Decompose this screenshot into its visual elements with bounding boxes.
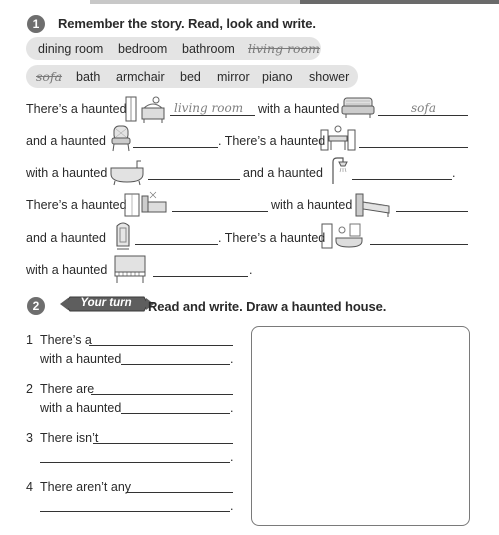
item-1-second: with a haunted bbox=[40, 352, 122, 366]
row4-text-a: There’s a haunted bbox=[26, 198, 127, 212]
word-shower: shower bbox=[309, 70, 350, 84]
row2-text-a: and a haunted bbox=[26, 134, 106, 148]
item-3-line-2[interactable] bbox=[40, 462, 230, 463]
item-2-line-1[interactable] bbox=[91, 394, 233, 395]
item-4-line-2[interactable] bbox=[40, 511, 230, 512]
row3-text-b: and a haunted bbox=[243, 166, 323, 180]
exercise-2-number: 2 bbox=[27, 297, 45, 315]
word-dining-room: dining room bbox=[38, 42, 104, 56]
piano-picture-icon bbox=[112, 254, 148, 284]
row1-text-b: with a haunted bbox=[258, 102, 340, 116]
item-3-period: . bbox=[230, 450, 234, 464]
row4-text-b: with a haunted bbox=[271, 198, 353, 212]
bathroom-picture-icon bbox=[320, 220, 366, 252]
word-sofa-crossed: sofa bbox=[36, 69, 63, 84]
your-turn-label: Your turn bbox=[80, 297, 132, 309]
row1-line-1[interactable] bbox=[170, 115, 255, 116]
drawing-box[interactable] bbox=[251, 326, 470, 526]
row4-line-1[interactable] bbox=[172, 211, 268, 212]
item-1-line-2[interactable] bbox=[121, 364, 230, 365]
item-2-second: with a haunted bbox=[40, 401, 122, 415]
top-rule-dark bbox=[300, 0, 499, 4]
exercise-1-heading: Remember the story. Read, look and write. bbox=[58, 16, 316, 31]
row1-text-a: There’s a haunted bbox=[26, 102, 127, 116]
armchair-picture-icon bbox=[110, 124, 132, 152]
row1-line-2[interactable] bbox=[378, 115, 468, 116]
row5-text-b: . There’s a haunted bbox=[218, 231, 326, 245]
word-piano: piano bbox=[262, 70, 293, 84]
item-1-line-1[interactable] bbox=[89, 345, 233, 346]
item-2-start: There are bbox=[40, 382, 95, 396]
row5-text-a: and a haunted bbox=[26, 231, 106, 245]
row3-line-1[interactable] bbox=[148, 179, 240, 180]
exercise-2-heading: Read and write. Draw a haunted house. bbox=[148, 299, 387, 314]
item-2-period: . bbox=[230, 401, 234, 415]
item-4-period: . bbox=[230, 499, 234, 513]
bath-picture-icon bbox=[109, 158, 145, 186]
word-bathroom: bathroom bbox=[182, 42, 235, 56]
answer-sofa: sofa bbox=[411, 101, 436, 115]
bedroom-picture-icon bbox=[122, 188, 168, 218]
word-bank-row-2 bbox=[26, 65, 358, 88]
item-2-line-2[interactable] bbox=[121, 413, 230, 414]
item-1-start: There’s a bbox=[40, 333, 92, 347]
row6-line-1[interactable] bbox=[153, 276, 248, 277]
row3-period: . bbox=[452, 166, 456, 180]
living-room-picture-icon bbox=[122, 94, 168, 124]
mirror-picture-icon bbox=[113, 220, 133, 252]
row2-line-2[interactable] bbox=[359, 147, 468, 148]
word-bed: bed bbox=[180, 70, 201, 84]
shower-picture-icon bbox=[329, 156, 349, 186]
bed-picture-icon bbox=[354, 190, 392, 218]
row3-text-a: with a haunted bbox=[26, 166, 108, 180]
item-3-start: There isn’t bbox=[40, 431, 99, 445]
item-4-line-1[interactable] bbox=[126, 492, 233, 493]
item-3-number: 3 bbox=[26, 431, 33, 445]
sofa-picture-icon bbox=[341, 94, 375, 120]
item-3-line-1[interactable] bbox=[93, 443, 233, 444]
row5-line-1[interactable] bbox=[135, 244, 218, 245]
word-bedroom: bedroom bbox=[118, 42, 168, 56]
item-4-start: There aren’t any bbox=[40, 480, 132, 494]
word-mirror: mirror bbox=[217, 70, 250, 84]
exercise-1-number: 1 bbox=[27, 15, 45, 33]
dining-room-picture-icon bbox=[320, 124, 356, 152]
row2-text-b: . There’s a haunted bbox=[218, 134, 326, 148]
row4-line-2[interactable] bbox=[396, 211, 468, 212]
row6-period: . bbox=[249, 263, 253, 277]
item-1-period: . bbox=[230, 352, 234, 366]
item-4-number: 4 bbox=[26, 480, 33, 494]
word-bath: bath bbox=[76, 70, 101, 84]
row3-line-2[interactable] bbox=[352, 179, 452, 180]
word-bank-row-1 bbox=[26, 37, 321, 60]
item-2-number: 2 bbox=[26, 382, 33, 396]
item-1-number: 1 bbox=[26, 333, 33, 347]
row2-line-1[interactable] bbox=[133, 147, 218, 148]
word-living-room-crossed: living room bbox=[248, 41, 320, 56]
word-armchair: armchair bbox=[116, 70, 165, 84]
row5-line-2[interactable] bbox=[370, 244, 468, 245]
answer-living-room: living room bbox=[174, 101, 244, 115]
row6-text-a: with a haunted bbox=[26, 263, 108, 277]
